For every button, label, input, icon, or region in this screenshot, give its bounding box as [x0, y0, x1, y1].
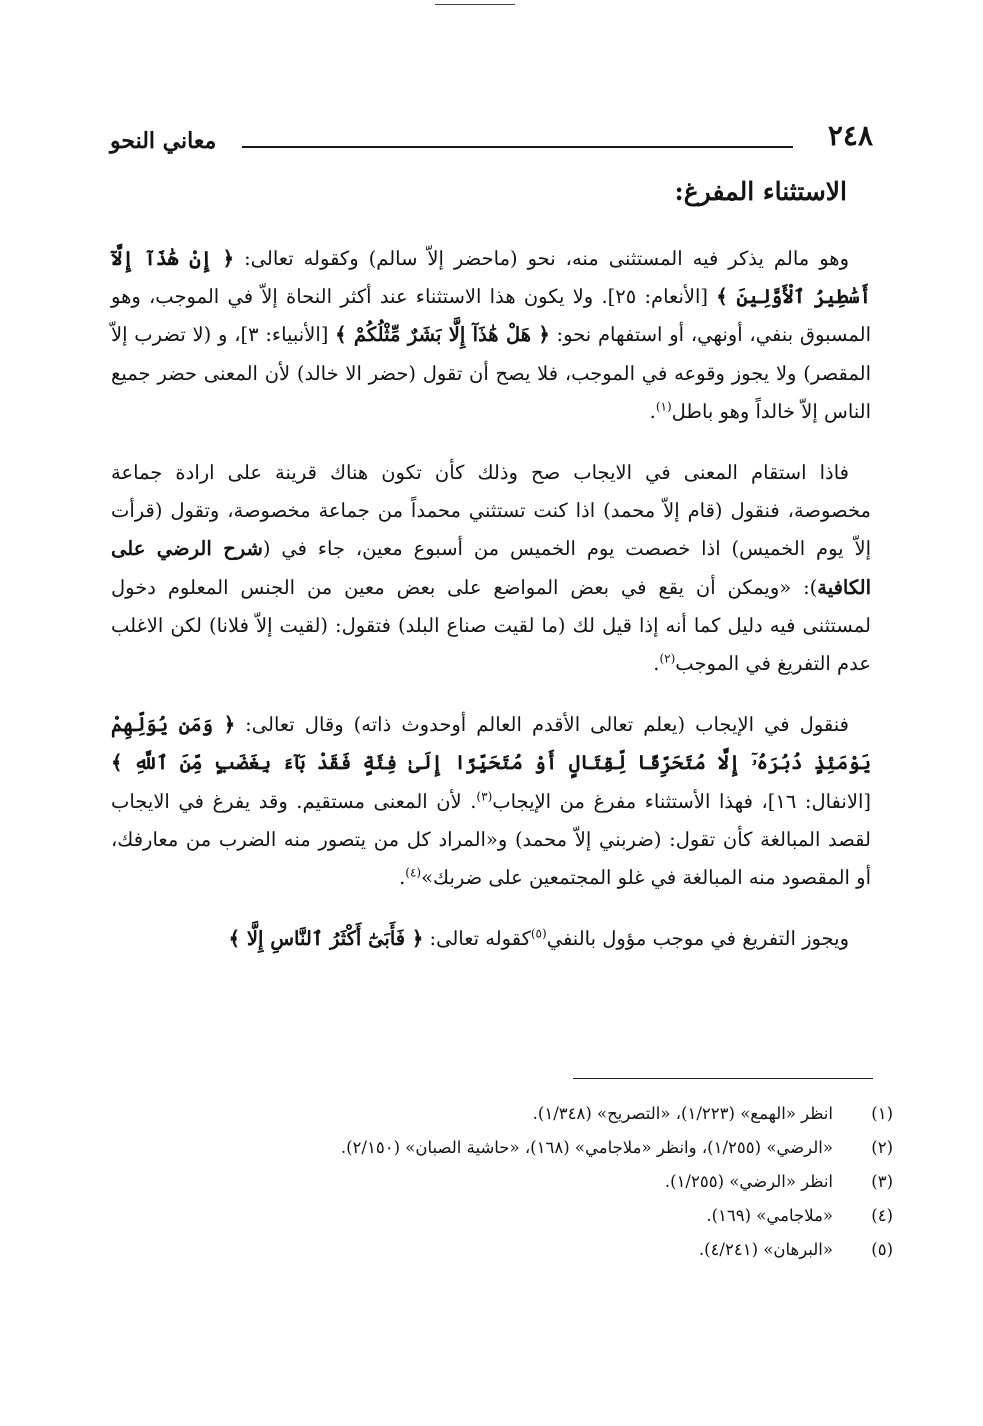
- footnote-item: [113, 1097, 893, 1131]
- book-title: شرح الرضي على الكافية: [111, 537, 871, 599]
- footnote-text: «البرهان» (٤/٢٤١).: [698, 1240, 833, 1259]
- paragraph-1: [111, 240, 871, 431]
- footnote-number: (٥): [871, 1240, 893, 1259]
- text-run: ): «ويمكن أن يقع في بعض المواضع على بعض معين من الجنس المعلوم دخول لمستثنى فيه دليل كما أنه إذا قيل لك (ما لقيت صناع البلد) فتقول: (لقيت إلاّ فلانا) لكن الاغلب عدم التفريغ في الموجب: [111, 575, 871, 676]
- running-title: معاني النحو: [110, 128, 217, 154]
- text-run: [الانفال: ١٦]، فهذا الأستثناء مفرغ من الإيجاب: [492, 789, 871, 813]
- text-run: . لأن المعنى مستقيم. وقد يفرغ في الايجاب لقصد المبالغة كأن تقول: (ضربني إلاّ محمد) و«المراد كل من يتصور منه الضرب من معارفك، أو المقصود منه المبالغة في غلو المجتمعين على ضربك»: [111, 789, 871, 890]
- footnote-ref: (٤): [405, 865, 422, 880]
- body-text: [111, 240, 871, 981]
- footnote-text: انظر «الرضي» (١/٢٥٥).: [664, 1172, 833, 1191]
- paragraph-3: [111, 706, 871, 897]
- footnote-item: [113, 1131, 893, 1165]
- paragraph-2: [111, 454, 871, 683]
- text-run: .: [649, 399, 656, 423]
- page-number: ٢٤٨: [827, 119, 873, 152]
- footnote-ref: (٥): [530, 926, 547, 941]
- text-run: كقوله تعالى:: [423, 927, 531, 951]
- footnote-separator: [573, 1078, 873, 1079]
- footnote-item: [113, 1165, 893, 1199]
- footnote-text: انظر «الهمع» (١/٢٢٣)، «التصريح» (١/٣٤٨).: [532, 1104, 833, 1123]
- footnote-number: (٣): [871, 1172, 893, 1191]
- quran-verse: ﴿ إِنْ هَٰذَآ إِلَّآ أَسَٰطِيرُ ٱلْأَوَّلِينَ ﴾: [111, 247, 872, 309]
- text-run: ويجوز التفريغ في موجب مؤول بالنفي: [546, 927, 849, 951]
- paragraph-4: [111, 920, 871, 958]
- quran-verse: ﴿ فَأَبَىٰٓ أَكْثَرُ ٱلنَّاسِ إِلَّا ﴾: [228, 927, 424, 951]
- page-header: [110, 118, 873, 158]
- text-run: .: [653, 652, 660, 676]
- quran-verse: ﴿ وَمَن يُوَلِّهِمْ يَوْمَئِذٍ دُبُرَهُۥٓ إِلَّا مُتَحَرِّفًا لِّقِتَالٍ أَوْ مُتَحَيِّزًا إِلَىٰ فِئَةٍ فَقَدْ بَآءَ بِغَضَبٍ مِّنَ ٱللَّهِ ﴾: [111, 713, 871, 775]
- footnote-number: (٤): [871, 1206, 893, 1225]
- footnote-text: «ملاجامي» (١٦٩).: [706, 1206, 833, 1225]
- text-run: .: [399, 866, 406, 890]
- footnote-number: (١): [871, 1104, 893, 1123]
- text-run: فنقول في الإيجاب (يعلم تعالى الأقدم العالم أوحدوث ذاته) وقال تعالى:: [235, 713, 849, 737]
- footnote-item: [113, 1199, 893, 1233]
- footnote-ref: (٢): [659, 651, 676, 666]
- text-run: وهو مالم يذكر فيه المستثنى منه، نحو (ماحضر إلاّ سالم) وكقوله تعالى:: [234, 247, 849, 270]
- text-run: [الأنبياء: ٣]، و (لا تضرب إلاّ المقصر) ولا يجوز وقوعه في الموجب، فلا يصح أن تقول (حضر الا خالد) لأن المعنى حضر جميع الناس إلاّ خالداً وهو باطل: [111, 323, 871, 423]
- text-run: فاذا استقام المعنى في الايجاب صح وذلك كأن تكون هناك قرينة على ارادة جماعة مخصوصة، فنقول (قام إلاّ محمد) اذا كنت تستثني محمداً من جماعة مخصوصة، وتقول (قرأت إلاّ يوم الخميس) اذا خصصت يوم الخميس من أسبوع معين، جاء في (: [111, 461, 871, 561]
- top-edge-rule: [435, 4, 515, 5]
- footnote-text: «الرضي» (١/٢٥٥)، وانظر «ملاجامي» (١٦٨)، «حاشية الصبان» (٢/١٥٠).: [340, 1138, 833, 1157]
- text-run: [الأنعام: ٢٥]. ولا يكون هذا الاستثناء عند أكثر النحاة إلاّ في الموجب، وهو المسبوق بنفي، أونهي، أو استفهام نحو:: [111, 285, 872, 347]
- header-rule: [242, 146, 793, 148]
- quran-verse: ﴿ هَلْ هَٰذَآ إِلَّا بَشَرٌ مِّثْلُكُمْ ﴾: [335, 323, 550, 347]
- footnotes-list: [113, 1097, 893, 1267]
- footnote-number: (٢): [871, 1138, 893, 1157]
- footnote-ref: (٣): [476, 789, 493, 804]
- footnote-item: [113, 1233, 893, 1267]
- section-title: الاستثناء المفرغ:: [674, 177, 847, 206]
- footnote-ref: (١): [655, 399, 672, 414]
